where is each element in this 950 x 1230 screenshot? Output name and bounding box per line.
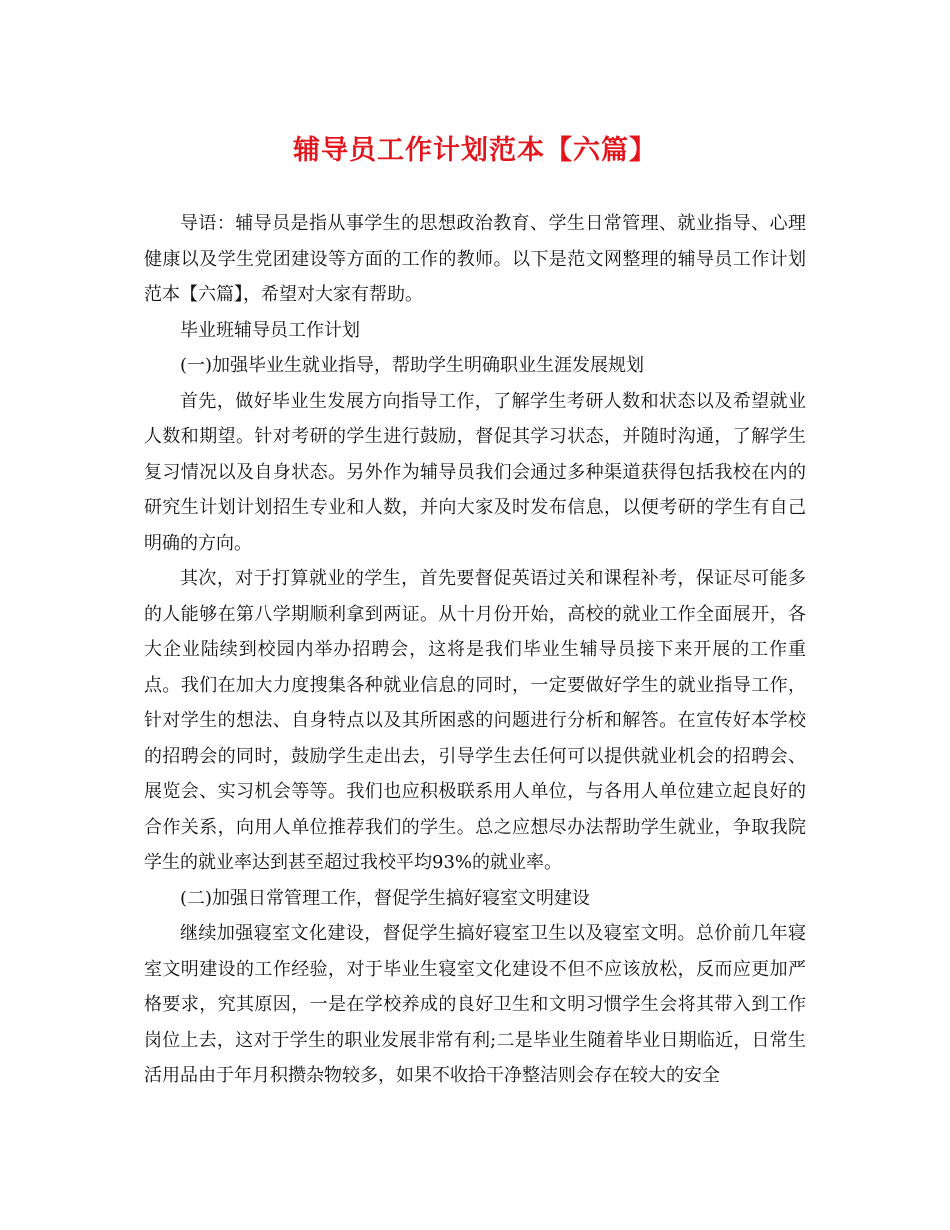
body-paragraph: 继续加强寝室文化建设，督促学生搞好寝室卫生以及寝室文明。总价前几年寝室文明建设的工作经验，对于毕业生寝室文化建设不但不应该放松，反而应更加严格要求，究其原因，一是在学校养成的良好卫生和文明习惯学生会将其带入到工作岗位上去，这对于学生的职业发展非常有利;二是毕业生随着毕业日期临近，日常生活用品由于年月积攒杂物较多，如果不收拾干净整洁则会存在较大的安全 <box>144 923 806 1086</box>
section-heading: 毕业班辅导员工作计划 <box>180 319 360 341</box>
body-paragraph: 其次，对于打算就业的学生，首先要督促英语过关和课程补考，保证尽可能多的人能够在第八学期顺利拿到两证。从十月份开始，高校的就业工作全面展开，各大企业陆续到校园内举办招聘会，这将是我们毕业生辅导员接下来开展的工作重点。我们在加大力度搜集各种就业信息的同时，一定要做好学生的就业指导工作，针对学生的想法、自身特点以及其所困惑的问题进行分析和解答。在宣传好本学校的招聘会的同时，鼓励学生走出去，引导学生去任何可以提供就业机会的招聘会、展览会、实习机会等等。我们也应积极联系用人单位，与各用人单位建立起良好的合作关系，向用人单位推荐我们的学生。总之应想尽办法帮助学生就业，争取我院学生的就业率达到甚至超过我校平均93%的就业率。 <box>144 568 806 873</box>
subsection-heading: (二)加强日常管理工作，督促学生搞好寝室文明建设 <box>180 887 591 909</box>
page-title: 辅导员工作计划范本【六篇】 <box>293 135 657 166</box>
intro-paragraph: 导语：辅导员是指从事学生的思想政治教育、学生日常管理、就业指导、心理健康以及学生党团建设等方面的工作的教师。以下是范文网整理的辅导员工作计划范本【六篇】，希望对大家有帮助。 <box>144 213 806 305</box>
body-paragraph: 首先，做好毕业生发展方向指导工作，了解学生考研人数和状态以及希望就业人数和期望。针对考研的学生进行鼓励，督促其学习状态，并随时沟通，了解学生复习情况以及自身状态。另外作为辅导员我们会通过多种渠道获得包括我校在内的研究生计划计划招生专业和人数，并向大家及时发布信息，以便考研的学生有自己明确的方向。 <box>144 390 806 554</box>
subsection-heading: (一)加强毕业生就业指导，帮助学生明确职业生涯发展规划 <box>180 355 645 376</box>
document-body <box>144 206 806 1094</box>
